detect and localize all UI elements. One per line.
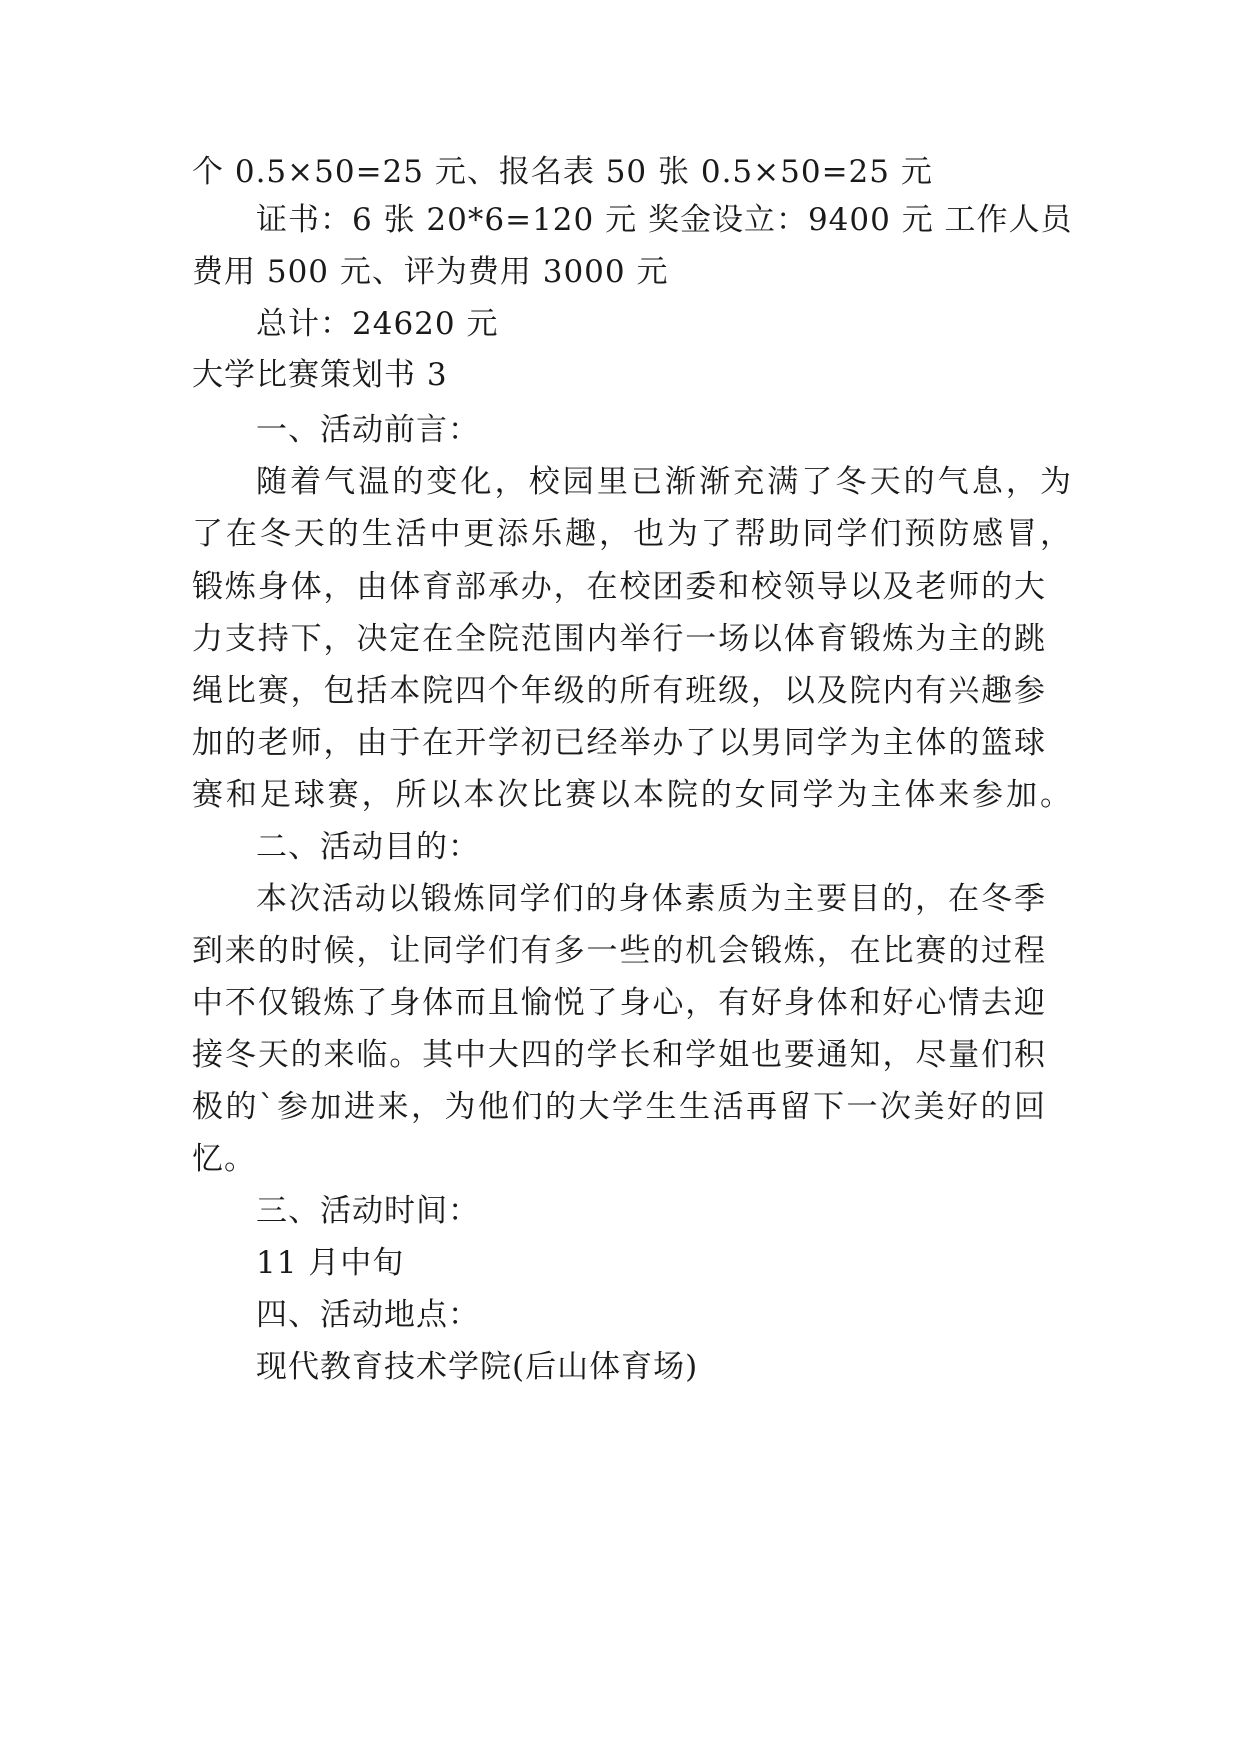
text-line: 到来的时候，让同学们有多一些的机会锻炼，在比赛的过程 (192, 933, 1046, 969)
text-line: 总计：24620 元 (256, 306, 499, 342)
text-line: 随着气温的变化，校园里已渐渐充满了冬天的气息，为 (256, 464, 1072, 500)
section-title: 大学比赛策划书 3 (192, 357, 448, 393)
text-line: 极的`参加进来，为他们的大学生生活再留下一次美好的回 (192, 1089, 1046, 1125)
section-heading: 一、活动前言： (256, 412, 480, 448)
section-heading: 四、活动地点： (256, 1297, 480, 1333)
section-heading: 三、活动时间： (256, 1193, 480, 1229)
section-heading: 二、活动目的： (256, 829, 480, 865)
text-line: 证书：6 张 20*6=120 元 奖金设立：9400 元 工作人员 (256, 202, 1073, 238)
text-line: 赛和足球赛，所以本次比赛以本院的女同学为主体来参加。 (192, 777, 1072, 813)
text-line: 忆。 (192, 1141, 256, 1177)
text-line: 费用 500 元、评为费用 3000 元 (192, 254, 669, 290)
text-line: 接冬天的来临。其中大四的学长和学姐也要通知，尽量们积 (192, 1037, 1046, 1073)
text-line: 现代教育技术学院(后山体育场) (256, 1349, 699, 1385)
text-line: 力支持下，决定在全院范围内举行一场以体育锻炼为主的跳 (192, 621, 1046, 657)
text-line: 11 月中旬 (256, 1245, 405, 1281)
text-line: 中不仅锻炼了身体而且愉悦了身心，有好身体和好心情去迎 (192, 985, 1046, 1021)
text-line: 锻炼身体，由体育部承办，在校团委和校领导以及老师的大 (192, 569, 1046, 605)
text-line: 了在冬天的生活中更添乐趣，也为了帮助同学们预防感冒， (192, 516, 1072, 552)
text-line: 本次活动以锻炼同学们的身体素质为主要目的，在冬季 (256, 881, 1046, 917)
text-line: 加的老师，由于在开学初已经举办了以男同学为主体的篮球 (192, 725, 1046, 761)
text-line: 个 0.5×50=25 元、报名表 50 张 0.5×50=25 元 (192, 154, 933, 190)
text-line: 绳比赛，包括本院四个年级的所有班级，以及院内有兴趣参 (192, 673, 1046, 709)
